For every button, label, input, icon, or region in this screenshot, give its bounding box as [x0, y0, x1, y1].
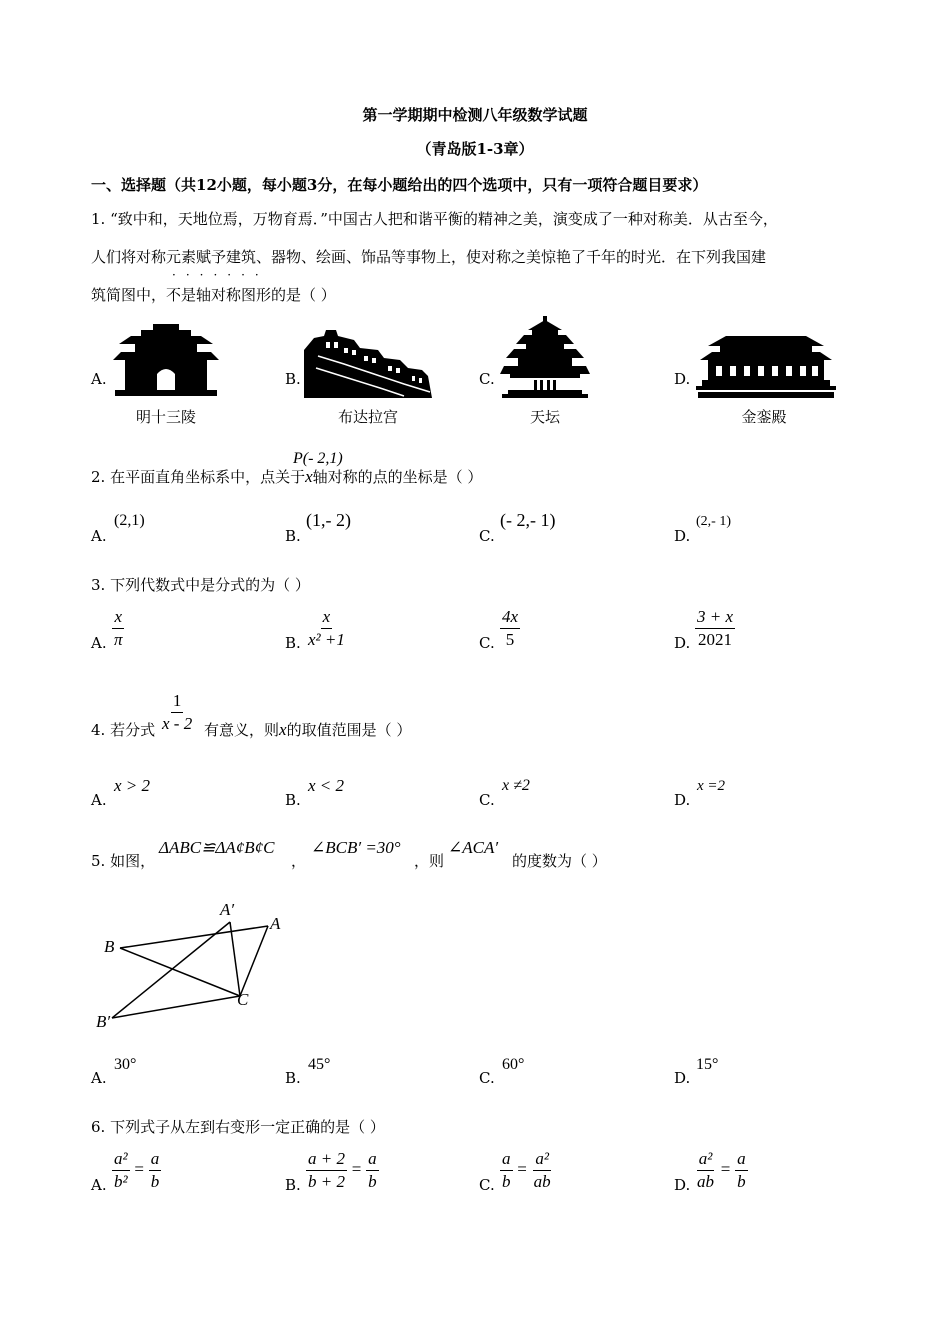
q6-stem: 6. 下列式子从左到右变形一定正确的是（ ） — [91, 1118, 385, 1136]
q6-option-d[interactable]: D. — [674, 1176, 691, 1194]
q6-d-rd: b — [737, 1172, 746, 1191]
q2-stem — [91, 466, 482, 487]
q5-option-d-value: 15° — [696, 1056, 719, 1073]
q5-option-a-value: 30° — [114, 1056, 137, 1073]
q6-b-ln: a + 2 — [306, 1148, 347, 1171]
q3-option-c[interactable]: C. — [479, 634, 495, 652]
label-a: A — [270, 914, 281, 933]
golden-hall-icon — [696, 336, 836, 400]
q4-option-a-value: x > 2 — [114, 776, 151, 795]
q6-c-rn: a² — [533, 1148, 551, 1171]
q4-option-c-value: x ≠2 — [502, 777, 530, 794]
q1-caption-b: 布达拉宫 — [337, 408, 398, 426]
q4-option-a[interactable]: A. — [91, 791, 107, 809]
q5-congruence: ΔABC≌ΔA¢B¢C — [159, 838, 275, 857]
q5-option-b-value: 45° — [308, 1056, 331, 1073]
section-heading: 一、选择题（共12小题，每小题3分，在每小题给出的四个选项中，只有一项符合题目要求） — [91, 176, 708, 194]
q1-caption-d: 金銮殿 — [741, 408, 787, 426]
q6-a-ld: b² — [114, 1172, 128, 1191]
q6-b-eq: = — [351, 1159, 362, 1179]
q3-a-num: x — [112, 606, 124, 629]
q3-option-a-fraction — [112, 606, 125, 651]
q4-num: 1 — [171, 690, 184, 713]
q5-sep1: ， — [291, 852, 307, 870]
q5-option-c-value: 60° — [502, 1056, 525, 1073]
q1-option-d[interactable]: D. — [674, 370, 691, 388]
q1-caption-a: 明十三陵 — [135, 408, 196, 426]
q4-stem-rest — [204, 719, 411, 740]
page-title: 第一学期期中检测八年级数学试题 — [362, 106, 588, 124]
q6-c-rd: ab — [533, 1172, 551, 1191]
q2-option-b[interactable]: B. — [285, 527, 301, 545]
q4-option-d[interactable]: D. — [674, 791, 691, 809]
q4-pre: 4. 若分式 — [91, 721, 156, 739]
potala-palace-icon — [304, 328, 432, 400]
q6-b-rn: a — [366, 1148, 379, 1171]
q5-sep2: ，则 — [414, 852, 445, 870]
triangle-figure — [90, 896, 290, 1036]
q3-option-c-fraction — [500, 606, 520, 651]
q3-c-den: 5 — [505, 630, 515, 649]
q3-a-den: π — [114, 630, 123, 649]
q6-d-ld: ab — [697, 1172, 714, 1191]
q1-option-a[interactable]: A. — [91, 370, 107, 388]
q1-line3-post: 的是（ ） — [271, 286, 336, 304]
q5-option-b[interactable]: B. — [285, 1069, 301, 1087]
q1-line3-pre: 筑简图中， — [91, 286, 167, 304]
q1-line1: 1. “致中和，天地位焉，万物育焉．”中国古人把和谐平衡的精神之美，演变成了一种对称美．从古至今， — [91, 210, 778, 228]
q6-b-ld: b + 2 — [308, 1172, 345, 1191]
q2-option-b-value: (1,- 2) — [306, 510, 351, 530]
q5-option-d[interactable]: D. — [674, 1069, 691, 1087]
q6-option-b[interactable]: B. — [285, 1176, 301, 1194]
temple-of-heaven-icon — [500, 316, 590, 400]
q1-line3 — [91, 284, 336, 305]
q6-d-eq: = — [720, 1159, 731, 1179]
q6-a-rn: a — [149, 1148, 162, 1171]
q1-caption-c: 天坛 — [529, 408, 560, 426]
label-c: C — [237, 990, 249, 1009]
q2-pre: 2. 在平面直角坐标系中，点 — [91, 468, 276, 486]
q6-a-ln: a² — [112, 1148, 130, 1171]
q6-option-a[interactable]: A. — [91, 1176, 107, 1194]
q4-mid: 有意义，则 — [204, 721, 280, 739]
q5-post: 的度数为（ ） — [512, 852, 607, 870]
q4-option-c[interactable]: C. — [479, 791, 495, 809]
q2-var: x — [305, 467, 313, 486]
q6-option-a-expr — [112, 1148, 161, 1193]
q3-option-d[interactable]: D. — [674, 634, 691, 652]
label-b-prime: B′ — [96, 1012, 111, 1031]
q1-line3-emph: 不是轴对称图形 — [166, 286, 272, 304]
q4-post: 的取值范围是（ ） — [286, 721, 412, 739]
q1-option-b[interactable]: B. — [285, 370, 301, 388]
q3-option-b[interactable]: B. — [285, 634, 301, 652]
q6-option-b-expr — [306, 1148, 379, 1193]
q2-option-c[interactable]: C. — [479, 527, 495, 545]
page-subtitle: （青岛版1-3章） — [416, 140, 534, 158]
q4-fraction — [160, 690, 194, 735]
q5-pre: 5. 如图， — [91, 852, 156, 870]
q3-b-num: x — [321, 606, 333, 629]
q6-b-rd: b — [368, 1172, 377, 1191]
q2-option-d[interactable]: D. — [674, 527, 691, 545]
q2-option-c-value: (- 2,- 1) — [500, 510, 556, 530]
q1-option-c[interactable]: C. — [479, 370, 495, 388]
q3-d-num: 3 + x — [695, 606, 735, 629]
q4-var: x — [279, 720, 287, 739]
q2-post-mid: 关于 — [275, 468, 306, 486]
q6-option-c-expr — [500, 1148, 553, 1193]
q6-c-ln: a — [500, 1148, 513, 1171]
q4-option-b[interactable]: B. — [285, 791, 301, 809]
q1-line2: 人们将对称元素赋予建筑、器物、绘画、饰品等事物上，使对称之美惊艳了千年的时光．在下列我国建 — [91, 248, 767, 266]
q2-option-d-value: (2,- 1) — [696, 514, 731, 529]
q6-d-rn: a — [735, 1148, 748, 1171]
label-b: B — [104, 937, 115, 956]
q6-c-ld: b — [502, 1172, 511, 1191]
q2-post: 轴对称的点的坐标是（ ） — [312, 468, 483, 486]
q6-option-d-expr — [695, 1148, 748, 1193]
q3-b-den: x² +1 — [308, 630, 345, 649]
emphasis-dots: ······· — [172, 268, 269, 282]
q4-option-d-value: x =2 — [697, 778, 726, 794]
q3-c-num: 4x — [500, 606, 520, 629]
q5-angle-given: ∠BCB′ =30° — [311, 838, 401, 857]
q3-option-d-fraction — [695, 606, 735, 651]
q6-c-eq: = — [517, 1159, 527, 1179]
q2-option-a[interactable]: A. — [91, 527, 107, 545]
q3-option-a[interactable]: A. — [91, 634, 107, 652]
q4-den: x - 2 — [162, 714, 193, 733]
q4-option-b-value: x < 2 — [308, 776, 345, 795]
q6-d-ln: a² — [697, 1148, 715, 1171]
q6-a-eq: = — [134, 1159, 144, 1179]
ming-tombs-icon — [113, 322, 219, 398]
q5-angle-target: ∠ACA′ — [448, 838, 499, 857]
q3-stem: 3. 下列代数式中是分式的为（ ） — [91, 576, 310, 594]
q5-option-c[interactable]: C. — [479, 1069, 495, 1087]
q3-option-b-fraction — [306, 606, 347, 651]
q6-a-rd: b — [150, 1172, 160, 1191]
q5-option-a[interactable]: A. — [91, 1069, 107, 1087]
q6-option-c[interactable]: C. — [479, 1176, 495, 1194]
q2-point: P(- 2,1) — [293, 450, 343, 467]
label-a-prime: A′ — [220, 900, 235, 919]
q3-d-den: 2021 — [698, 630, 733, 649]
q2-option-a-value: (2,1) — [114, 512, 145, 529]
